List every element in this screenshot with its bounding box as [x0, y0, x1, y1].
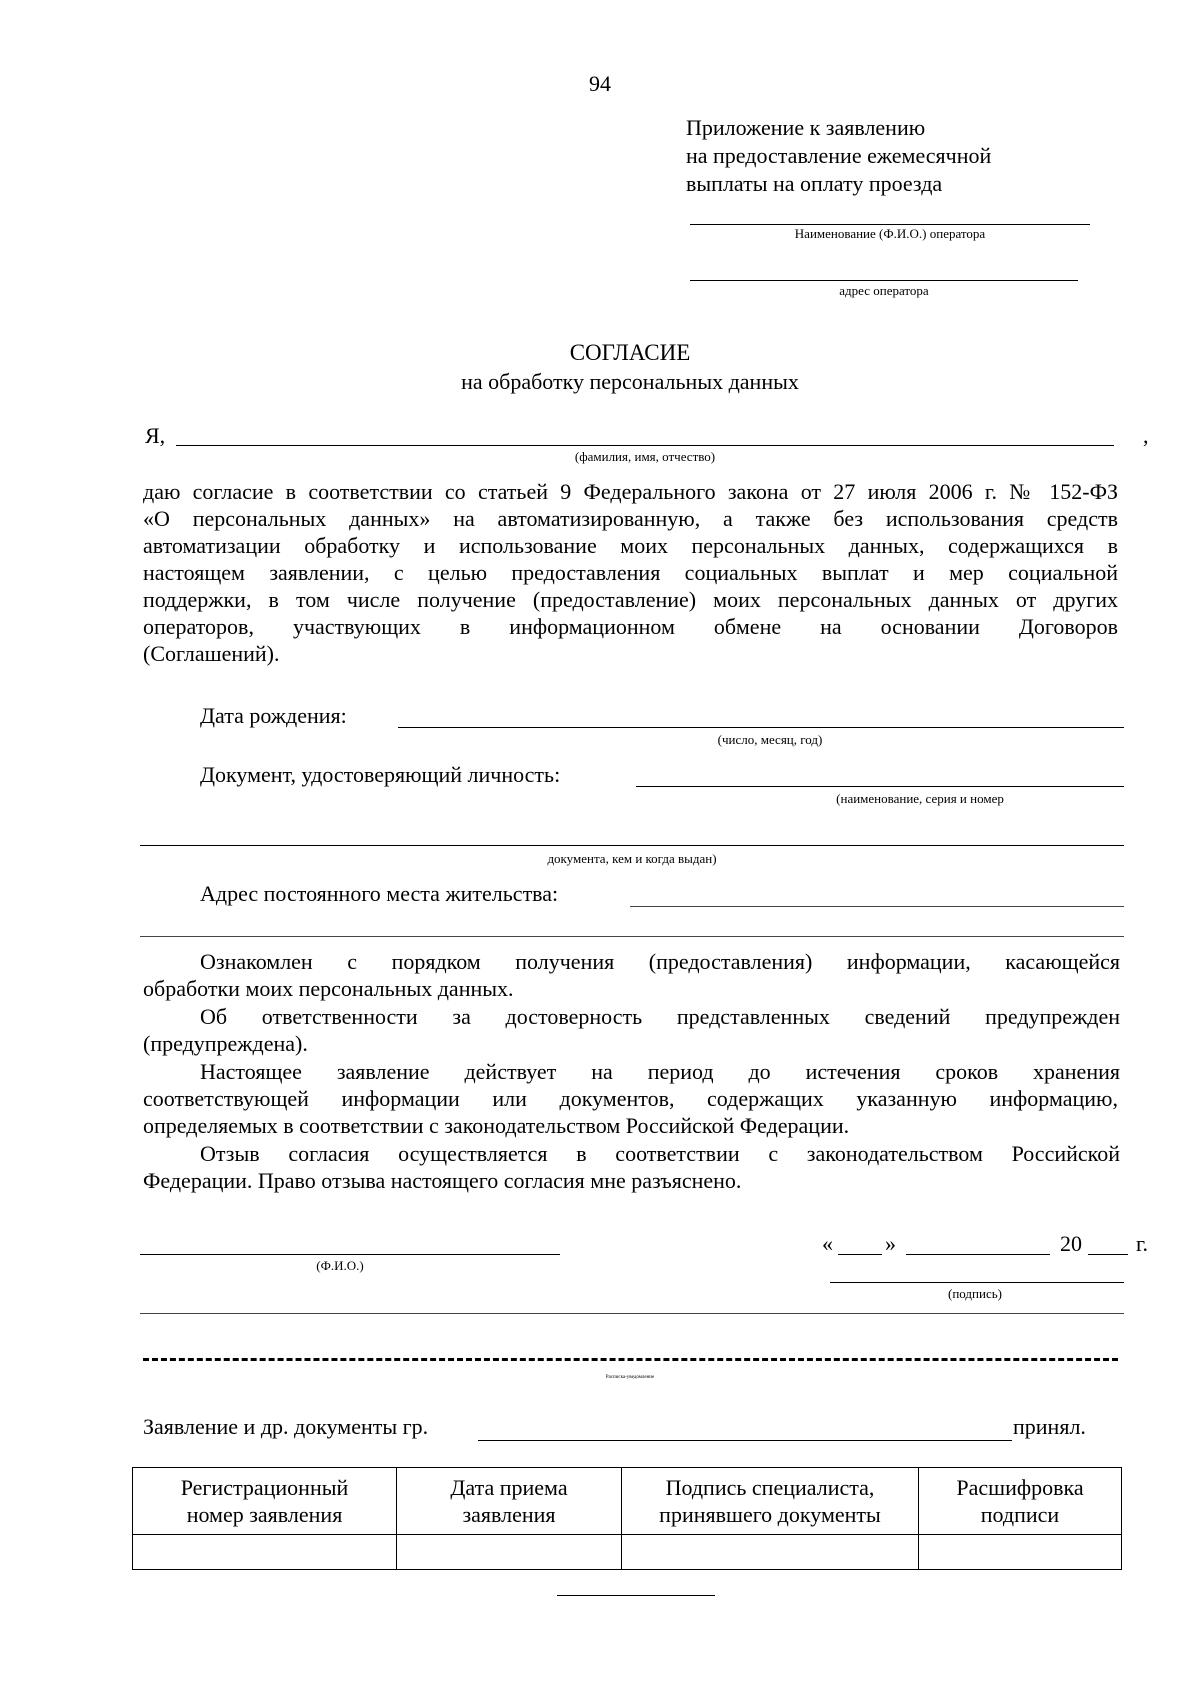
id-document-label: Документ, удостоверяющий личность: — [200, 762, 561, 787]
birth-date-caption: (число, месяц, год) — [717, 732, 823, 747]
year-suffix: г. — [1136, 1231, 1149, 1256]
birth-date-field[interactable] — [398, 727, 1124, 728]
receipt-name-field[interactable] — [478, 1440, 1012, 1441]
date-year-field[interactable] — [1088, 1254, 1128, 1255]
cell-specialist-signature[interactable] — [622, 1535, 919, 1570]
address-label: Адрес постоянного места жительства: — [200, 881, 559, 906]
document-title: СОГЛАСИЕ — [569, 340, 691, 365]
id-document-caption: (наименование, серия и номер — [836, 791, 1004, 806]
header-specialist-signature: Подпись специалиста, принявшего документы — [622, 1468, 919, 1535]
table-row — [133, 1535, 1122, 1570]
info-para-2-line-1: Об ответственности за достоверность представленных сведений предупрежден — [200, 1004, 1120, 1029]
operator-address-field[interactable] — [690, 280, 1078, 281]
tear-off-line — [143, 1358, 1118, 1361]
date-month-field[interactable] — [906, 1254, 1050, 1255]
header-receipt-date: Дата приема заявления — [397, 1468, 622, 1535]
info-para-4-line-2: Федерации. Право отзыва настоящего согласия мне разъяснено. — [143, 1168, 742, 1193]
id-document-field[interactable] — [636, 786, 1124, 787]
consent-line-7: (Соглашений). — [143, 641, 280, 666]
id-document-caption-2: документа, кем и когда выдан) — [547, 851, 717, 866]
table-header-row — [133, 1468, 1122, 1535]
consent-line-5: поддержки, в том числе получение (предоставление) моих персональных данных от других — [143, 587, 1118, 612]
full-name-field[interactable] — [176, 445, 1114, 446]
consent-line-6: операторов, участвующих в информационном обмене на основании Договоров — [143, 614, 1118, 639]
header-reg-number: Регистрационный номер заявления — [133, 1468, 397, 1535]
document-subtitle: на обработку персональных данных — [461, 369, 799, 394]
person-suffix: , — [1143, 423, 1149, 448]
fio-field[interactable] — [140, 1254, 560, 1255]
separator-line — [140, 1313, 1124, 1314]
birth-date-label: Дата рождения: — [200, 703, 347, 728]
info-para-4-line-1: Отзыв согласия осуществляется в соответствии с законодательством Российской — [200, 1141, 1120, 1166]
info-para-1-line-1: Ознакомлен с порядком получения (предоставления) информации, касающейся — [200, 949, 1120, 974]
cell-signature-decoding[interactable] — [919, 1535, 1122, 1570]
appendix-line-3: выплаты на оплату проезда — [686, 171, 943, 196]
operator-name-caption: Наименование (Ф.И.О.) оператора — [794, 226, 986, 241]
info-para-2-line-2: (предупреждена). — [143, 1031, 308, 1056]
date-day-field[interactable] — [838, 1254, 882, 1255]
appendix-line-1: Приложение к заявлению — [686, 115, 926, 140]
date-close-quote: » — [885, 1231, 896, 1256]
consent-line-3: автоматизации обработку и использование моих персональных данных, содержащихся в — [143, 533, 1118, 558]
address-field-2[interactable] — [140, 936, 1124, 937]
receipt-prefix: Заявление и др. документы гр. — [143, 1414, 429, 1439]
info-para-1-line-2: обработки моих персональных данных. — [143, 976, 514, 1001]
date-open-quote: « — [822, 1231, 833, 1256]
header-signature-decoding: Расшифровка подписи — [919, 1468, 1122, 1535]
cell-receipt-date[interactable] — [397, 1535, 622, 1570]
info-para-3-line-3: определяемых в соответствии с законодательством Российской Федерации. — [143, 1113, 850, 1138]
id-document-field-2[interactable] — [140, 845, 1124, 846]
receipt-suffix: принял. — [1013, 1414, 1086, 1439]
signature-caption: (подпись) — [948, 1286, 1002, 1301]
fio-caption: (Ф.И.О.) — [316, 1258, 364, 1273]
consent-line-2: «О персональных данных» на автоматизированную, а также без использования средств — [143, 506, 1118, 531]
year-prefix: 20 — [1060, 1231, 1082, 1256]
operator-name-field[interactable] — [690, 224, 1090, 225]
page-number: 94 — [589, 71, 611, 96]
registration-table — [132, 1467, 1122, 1570]
consent-line-4: настоящем заявлении, с целью предоставления социальных выплат и мер социальной — [143, 560, 1118, 585]
full-name-caption: (фамилия, имя, отчество) — [574, 449, 716, 464]
closing-line — [557, 1595, 715, 1596]
address-field[interactable] — [630, 906, 1124, 907]
operator-address-caption: адрес оператора — [839, 283, 929, 298]
info-para-3-line-2: соответствующей информации или документов, содержащих указанную информацию, — [143, 1086, 1118, 1111]
info-para-3-line-1: Настоящее заявление действует на период до истечения сроков хранения — [200, 1059, 1120, 1084]
cell-reg-number[interactable] — [133, 1535, 397, 1570]
consent-line-1: даю согласие в соответствии со статьей 9 Федерального закона от 27 июля 2006 г. № 152-ФЗ — [143, 479, 1118, 504]
tear-off-caption: Расписка-уведомление — [605, 1375, 655, 1380]
appendix-line-2: на предоставление ежемесячной — [686, 143, 992, 168]
person-prefix: Я, — [145, 423, 166, 448]
signature-field[interactable] — [830, 1282, 1124, 1283]
